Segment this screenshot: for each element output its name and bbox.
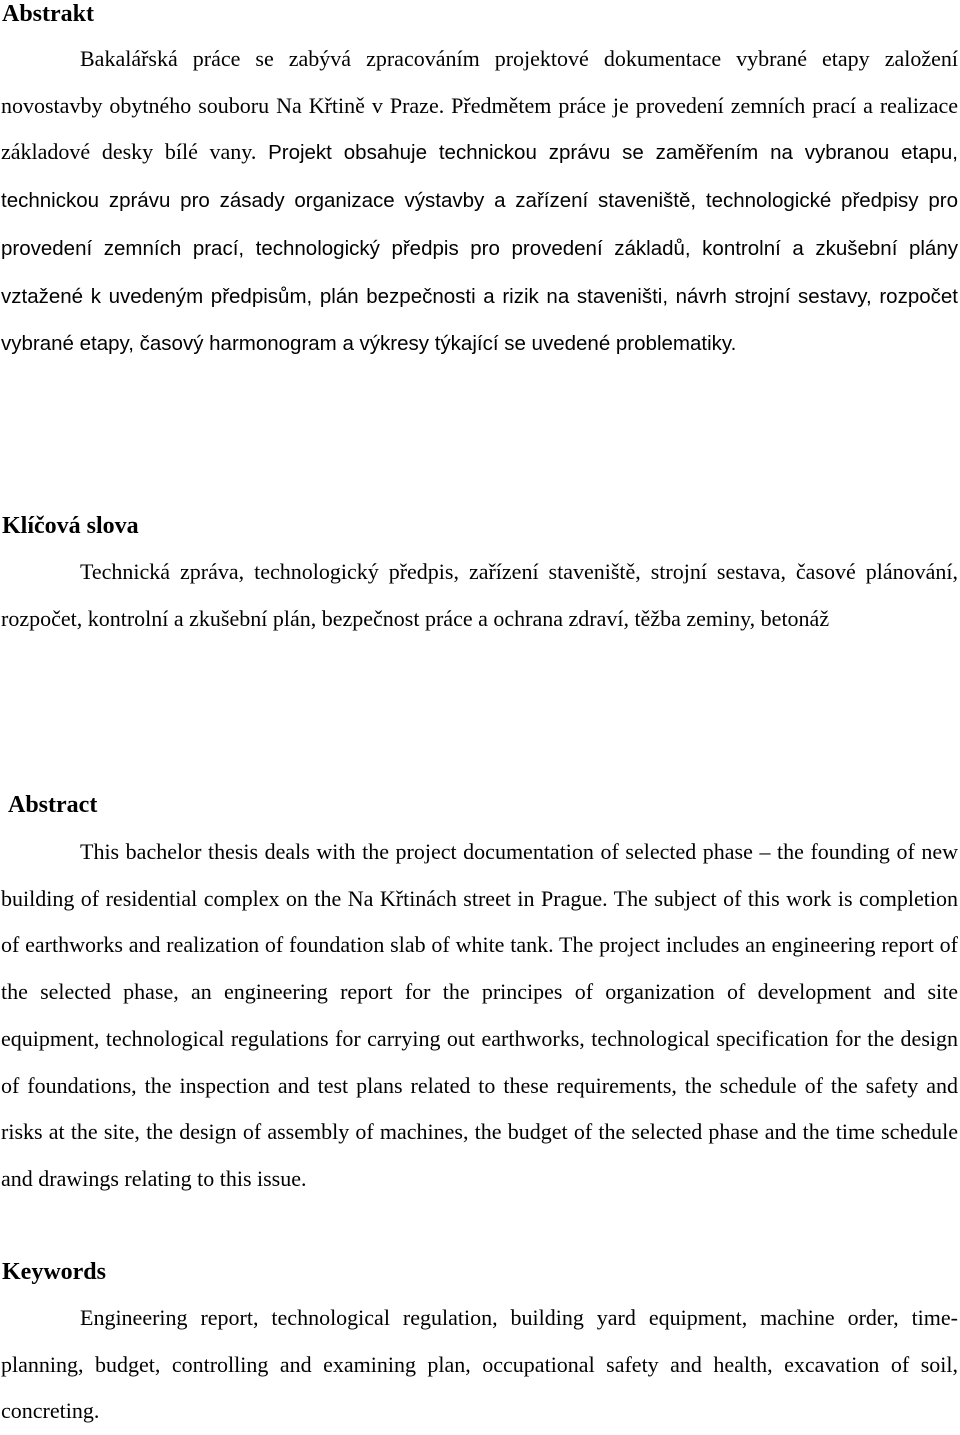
abstrakt-text-part2: Projekt obsahuje technickou zprávu se zaměřením na vybranou etapu, technickou zprávu pro zásady organizace výstavby a zařízení staveniště, technologické předpisy pro provedení zemních prací, technologický předpis pro provedení základů, kontrolní a zkušební plány vztažené k uvedeným předpisům, plán bezpečnosti a rizik na staveništi, návrh strojní sestavy, rozpočet vybrané etapy, časový harmonogram a výkresy týkající se uvedené problematiky.: [1, 141, 958, 356]
keywords-text: Engineering report, technological regulation, building yard equipment, machine order, time-planning, budget, controlling and examining plan, occupational safety and health, excavation of soil, concreting.: [1, 1305, 958, 1424]
abstrakt-heading: Abstrakt: [2, 1, 95, 27]
abstract-text: This bachelor thesis deals with the project documentation of selected phase – the founding of new building of residential complex on the Na Křtinách street in Prague. The subject of this work is completion of earthworks and realization of foundation slab of white tank. The project includes an engineering report of the selected phase, an engineering report for the principes of organization of development and site equipment, technological regulations for carrying out earthworks, technological specification for the design of foundations, the inspection and test plans related to these requirements, the schedule of the safety and risks at the site, the design of assembly of machines, the budget of the selected phase and the time schedule and drawings relating to this issue.: [1, 839, 958, 1191]
abstract-heading: Abstract: [8, 792, 98, 818]
keywords-heading: Keywords: [2, 1259, 106, 1285]
abstrakt-text: [1, 36, 958, 368]
klicova-slova-heading: Klíčová slova: [2, 513, 139, 539]
abstrakt-text-part1: Bakalářská práce se zabývá zpracováním projektové dokumentace vybrané etapy založení novostavby obytného souboru Na Křtině v Praze. Předmětem práce je provedení zemních prací a realizace základové desky bílé vany.: [1, 46, 958, 165]
klicova-slova-text: Technická zpráva, technologický předpis, zařízení staveniště, strojní sestava, časové plánování, rozpočet, kontrolní a zkušební plán, bezpečnost práce a ochrana zdraví, těžba zeminy, betonáž: [1, 559, 958, 631]
